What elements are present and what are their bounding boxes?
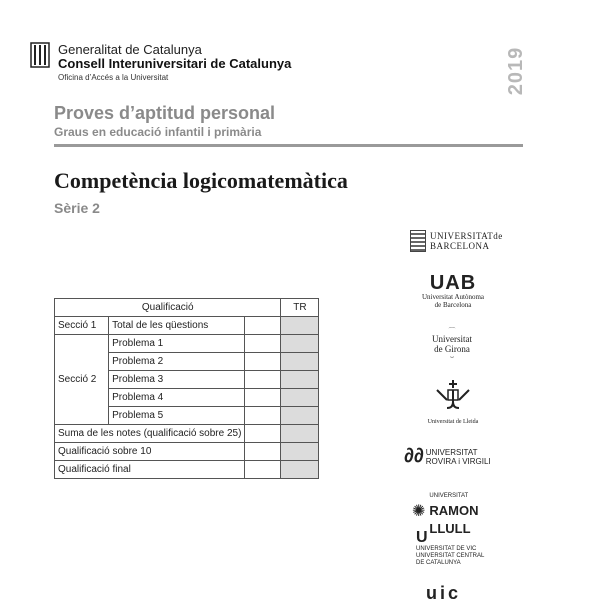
ub-logo xyxy=(410,230,503,252)
uvic-logo xyxy=(416,530,484,567)
udg-top-bracket-icon: ⌒ xyxy=(448,327,456,335)
problem-label: Problema 3 xyxy=(109,371,245,389)
ub-shield-icon xyxy=(410,230,426,252)
problem-label: Problema 1 xyxy=(109,335,245,353)
url-emblem-icon: ✺ xyxy=(412,503,426,520)
uab-line1: Universitat Autònoma xyxy=(421,293,485,301)
url-small: UNIVERSITAT xyxy=(429,493,469,499)
ub-line1: UNIVERSITATde xyxy=(430,231,503,241)
problem-label: Problema 4 xyxy=(109,389,245,407)
grade-cell[interactable] xyxy=(245,407,281,425)
udg-line1: Universitat xyxy=(432,334,472,344)
ub-line2: BARCELONA xyxy=(430,241,490,251)
ub-text xyxy=(430,231,503,251)
grade-cell[interactable] xyxy=(245,443,281,461)
urv-line2: ROVIRA i VIRGILI xyxy=(425,456,491,466)
udg-logo xyxy=(424,328,480,360)
udg-line2: de Girona xyxy=(434,344,470,354)
urv-mark-icon: ∂∂ xyxy=(404,445,424,467)
grade-cell[interactable] xyxy=(245,461,281,479)
tr-cell xyxy=(281,443,319,461)
section2-label: Secció 2 xyxy=(55,335,109,425)
uvic-line3: DE CATALUNYA xyxy=(416,560,461,566)
uic-logo-partial: uic xyxy=(426,583,462,603)
grade-cell[interactable] xyxy=(245,389,281,407)
urv-line1: UNIVERSITAT xyxy=(425,447,478,457)
uvic-mark: U xyxy=(416,529,428,546)
problem-label: Problema 5 xyxy=(109,407,245,425)
series-label: Sèrie 2 xyxy=(54,200,100,216)
final-label: Qualificació final xyxy=(55,461,245,479)
table-row xyxy=(55,443,319,461)
urv-logo xyxy=(404,445,491,468)
table-row xyxy=(55,317,319,335)
grade-cell[interactable] xyxy=(245,371,281,389)
tr-cell xyxy=(281,317,319,335)
header-divider xyxy=(54,144,523,147)
over10-label: Qualificació sobre 10 xyxy=(55,443,245,461)
url-line1: RAMON xyxy=(429,503,479,518)
subject-title: Competència logicomatemàtica xyxy=(54,168,348,193)
uvic-line2: UNIVERSITAT CENTRAL xyxy=(416,553,485,559)
grades-table xyxy=(54,298,319,479)
url-line2: LLULL xyxy=(429,521,471,536)
tr-cell xyxy=(281,371,319,389)
generalitat-logo xyxy=(30,42,50,68)
grade-cell[interactable] xyxy=(245,425,281,443)
exam-title: Proves d’aptitud personal xyxy=(54,103,276,123)
grade-cell[interactable] xyxy=(245,317,281,335)
exam-subtitle: Graus en educació infantil i primària xyxy=(54,125,262,139)
table-row xyxy=(55,461,319,479)
header-qualification: Qualificació xyxy=(55,299,281,317)
udl-emblem-icon xyxy=(433,378,473,412)
urv-text xyxy=(426,448,491,466)
tr-cell xyxy=(281,407,319,425)
grade-cell[interactable] xyxy=(245,335,281,353)
org-name-line3: Oficina d’Accés a la Universitat xyxy=(58,73,169,82)
header-tr: TR xyxy=(281,299,319,317)
uvic-line1: UNIVERSITAT DE VIC xyxy=(416,546,477,552)
sum-label: Suma de les notes (qualificació sobre 25) xyxy=(55,425,245,443)
udg-bottom-bracket-icon: ⌣ xyxy=(449,353,455,361)
tr-cell xyxy=(281,389,319,407)
table-row xyxy=(55,425,319,443)
uab-line2: de Barcelona xyxy=(434,301,472,309)
section1-label: Secció 1 xyxy=(55,317,109,335)
grade-cell[interactable] xyxy=(245,353,281,371)
org-name-line2: Consell Interuniversitari de Catalunya xyxy=(58,56,292,71)
uab-mark: UAB xyxy=(429,272,477,294)
table-row xyxy=(55,335,319,353)
tr-cell xyxy=(281,335,319,353)
table-header-row xyxy=(55,299,319,317)
exam-year: 2019 xyxy=(504,46,527,96)
tr-cell xyxy=(281,425,319,443)
tr-cell xyxy=(281,461,319,479)
uab-logo xyxy=(418,273,488,309)
section1-item: Total de les qüestions xyxy=(109,317,245,335)
problem-label: Problema 2 xyxy=(109,353,245,371)
udl-logo xyxy=(416,378,490,425)
tr-cell xyxy=(281,353,319,371)
udl-name: Universitat de Lleida xyxy=(427,419,479,425)
org-name-line1: Generalitat de Catalunya xyxy=(58,42,202,57)
